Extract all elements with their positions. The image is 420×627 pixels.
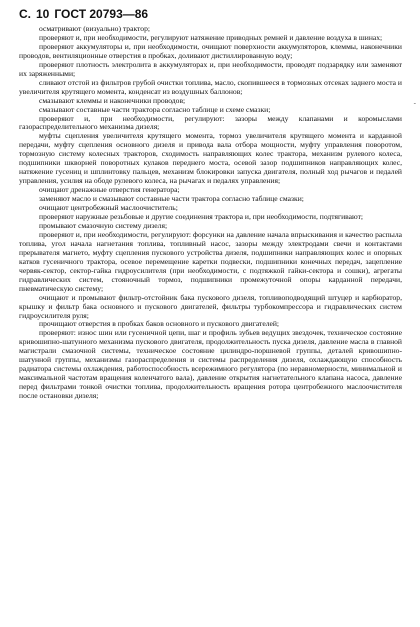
paragraph: проверяют аккумуляторы и, при необходимости, очищают поверхности аккумуляторов, клеммы, наконечники проводов, вентиляционные отверстия в пробках, доливают дистиллированную воду;	[19, 41, 402, 60]
paragraph: муфты сцепления увеличителя крутящего момента, тормоз увеличителя крутящего момента и карданной передачи, муфту сцепления основного дизеля и привода вала отбора мощности, муфту управления поворотом, тормозную систему колесных тракторов, сходимость направляющих колес трактора, механизм рулевого колеса, подшипники шкворней поворотных кулаков переднего моста, осевой зазор подшипников направляющих колес, натяжение гусениц и шплинтовку пальцев, механизм блокировки запуска двигателя, полный ход рычагов и педалей управления, усилия на ободе рулевого колеса, на рычагах и педалях управления;	[19, 131, 402, 186]
document-body	[19, 25, 402, 401]
page-header	[19, 7, 402, 21]
paragraph: проверяют и, при необходимости, регулируют: зазоры между клапанами и коромыслами газораспределительного механизма дизеля;	[19, 113, 402, 132]
paragraph: смазывают составные части трактора согласно таблице и схеме смазки;	[39, 104, 271, 114]
paragraph: очищают центробежный маслоочиститель;	[39, 203, 178, 213]
paragraph: проверяют: износ шин или гусеничной цепи, шаг и профиль зубьев ведущих звездочек, техническое состояние кривошипно-шатунного механизма пускового двигателя, продолжительность пуска дизеля, давление масла в главной магистрали смазочной системы, техническое состояние цилиндро-поршневой группы, деталей кривошипно-шатунной группы, механизмы газораспределения и системы распределения дизеля, охлаждающую способность радиатора системы охлаждения, работоспособность всережимного регулятора (по неравномерности, минимальной и максимальной частотам вращения коленчатого вала), давление открытия нагнетательного клапана насоса, давление перед фильтрами тонкой очистки топлива, продолжительность вращения ротора центробежного маслоочистителя после остановки дизеля;	[19, 328, 402, 401]
paragraph: проверяют наружные резьбовые и другие соединения трактора и, при необходимости, подтягивают;	[39, 212, 364, 222]
paragraph: сливают отстой из фильтров грубой очистки топлива, масло, скопившееся в тормозных отсеках заднего моста и увеличителя крутящего момента, конденсат из воздушных баллонов;	[19, 77, 402, 96]
paragraph: смазывают клеммы и наконечники проводов;	[39, 95, 186, 105]
standard-number: ГОСТ 20793—86	[54, 7, 149, 21]
paragraph: прочищают отверстия в пробках баков основного и пускового двигателей;	[39, 319, 280, 329]
page-prefix: С.	[19, 7, 31, 21]
paragraph: заменяют масло и смазывают составные части трактора согласно таблице смазки;	[39, 194, 304, 204]
page-number: 10	[36, 7, 50, 21]
paragraph: осматривают (визуально) трактор;	[39, 24, 150, 33]
margin-mark: -	[413, 99, 416, 107]
paragraph: проверяют и, при необходимости, регулируют натяжение приводных ремней и давление воздуха в шинах;	[39, 32, 383, 42]
paragraph: проверяют плотность электролита в аккумуляторах и, при необходимости, проводят подзарядку или заменяют их заряженными;	[19, 59, 402, 78]
paragraph: очищают дренажные отверстия генератора;	[39, 185, 180, 195]
paragraph: промывают смазочную систему дизеля;	[39, 220, 168, 230]
paragraph: очищают и промывают фильтр-отстойник бака пускового дизеля, топливоподводящий штуцер и карбюратор, крышку и фильтр бака основного и пускового двигателей, фильтры турбокомпрессора и гидравлических систем гидроусилителя руля;	[19, 292, 402, 320]
paragraph: проверяют и, при необходимости, регулируют: форсунки на давление начала впрыскивания и качество распыла топлива, угол начала нагнетания топлива, топливный насос, зазоры между электродами свечи и контактами прерывателя магнето, муфту сцепления пускового устройства дизеля, подшипники направляющих колес и опорных катков гусеничного трактора, осевое перемещение каретки подвески, подшипники конечных передач, зацепление червяк-сектор, сектор-гайка гидроусилителя (при необходимости, с подтяжкой гайки-сектора и сошки), агрегаты гидравлических систем, стояночный тормоз, подшипники промежуточной опоры карданной передачи, пневматическую систему;	[19, 229, 402, 293]
